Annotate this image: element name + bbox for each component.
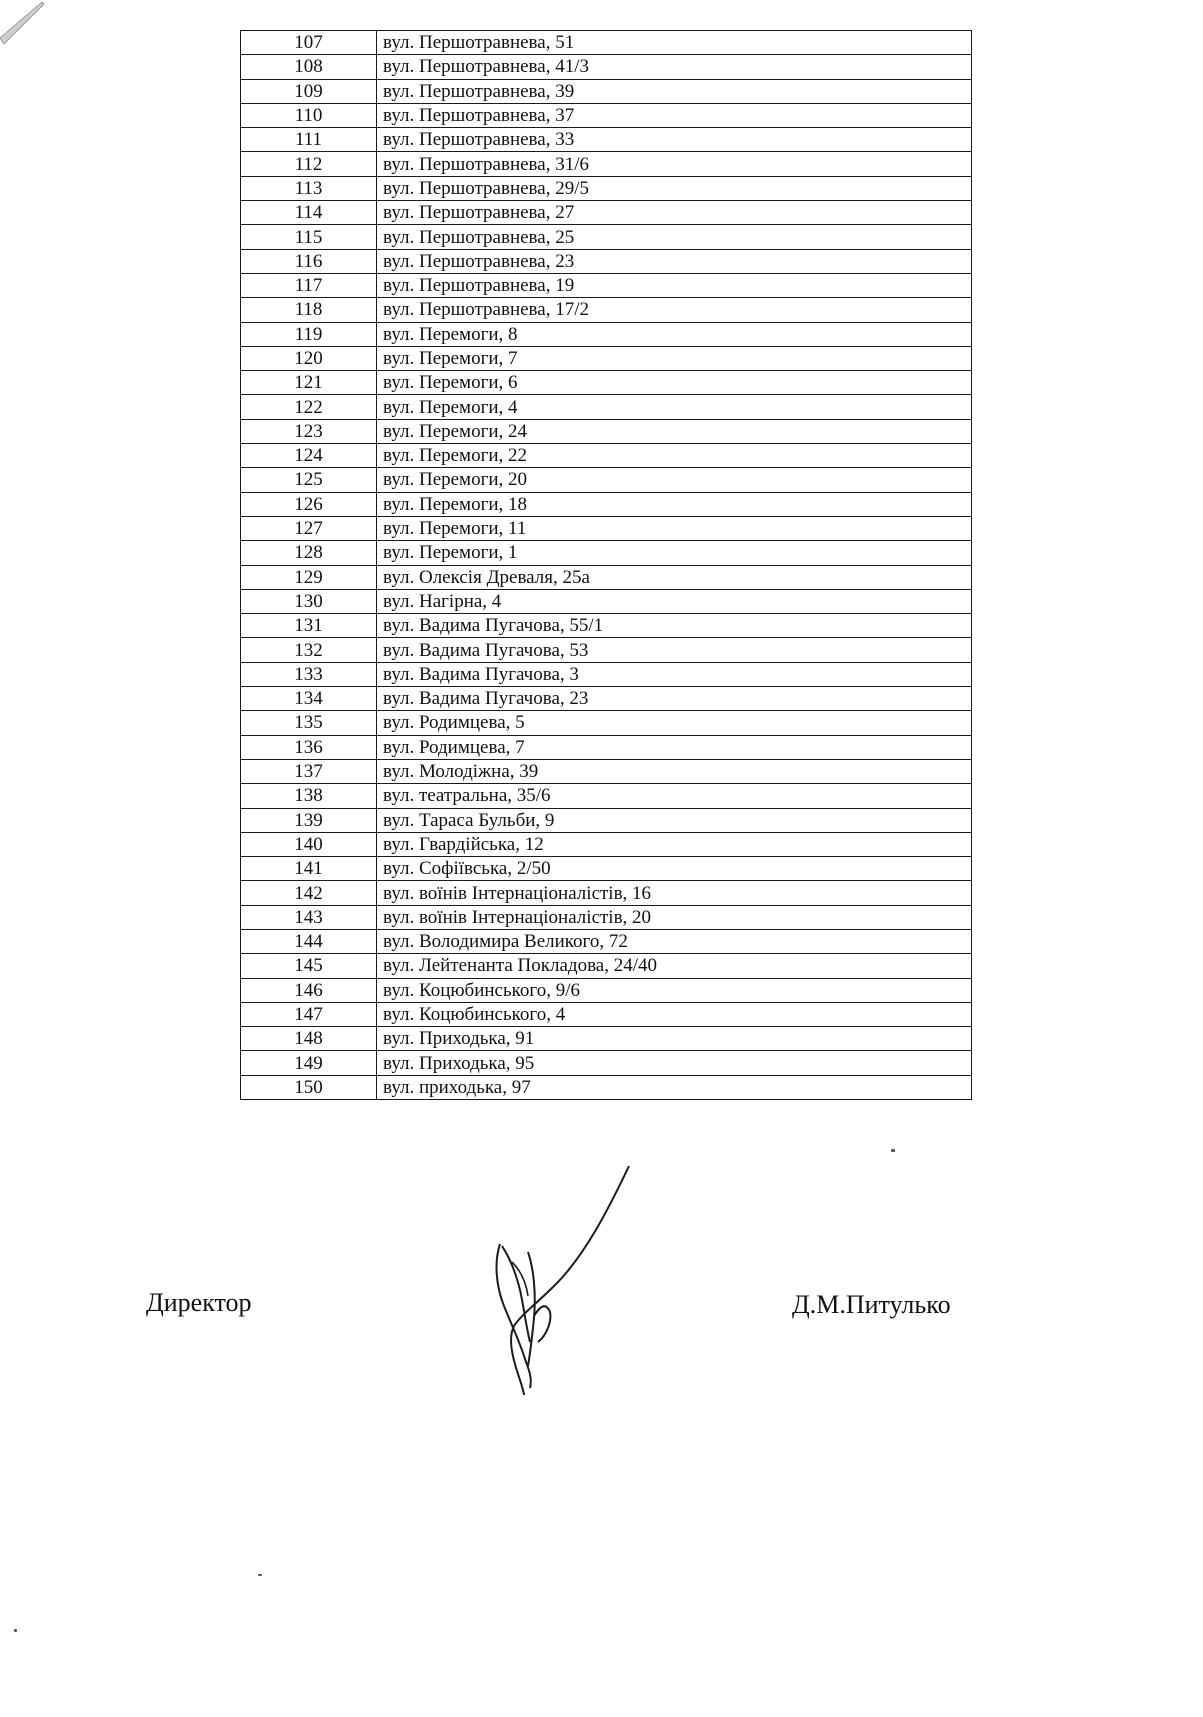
address-cell: вул. Вадима Пугачова, 23 xyxy=(377,687,972,711)
address-table xyxy=(240,30,972,1100)
table-row xyxy=(241,395,972,419)
row-number-cell: 128 xyxy=(241,541,377,565)
table-row xyxy=(241,1075,972,1099)
table-row xyxy=(241,492,972,516)
address-cell: вул. Коцюбинського, 4 xyxy=(377,1002,972,1026)
scan-speck xyxy=(891,1149,895,1152)
row-number-cell: 129 xyxy=(241,565,377,589)
table-row xyxy=(241,589,972,613)
handwritten-signature-icon xyxy=(490,1166,640,1396)
row-number-cell: 130 xyxy=(241,589,377,613)
table-row xyxy=(241,176,972,200)
address-cell: вул. Вадима Пугачова, 3 xyxy=(377,662,972,686)
table-row xyxy=(241,322,972,346)
row-number-cell: 126 xyxy=(241,492,377,516)
address-cell: вул. Володимира Великого, 72 xyxy=(377,929,972,953)
table-row xyxy=(241,954,972,978)
address-cell: вул. Приходька, 91 xyxy=(377,1027,972,1051)
table-row xyxy=(241,687,972,711)
address-cell: вул. Першотравнева, 39 xyxy=(377,79,972,103)
table-row xyxy=(241,541,972,565)
address-cell: вул. театральна, 35/6 xyxy=(377,784,972,808)
row-number-cell: 141 xyxy=(241,857,377,881)
address-cell: вул. Тараса Бульби, 9 xyxy=(377,808,972,832)
address-cell: вул. Вадима Пугачова, 55/1 xyxy=(377,614,972,638)
row-number-cell: 120 xyxy=(241,346,377,370)
address-cell: вул. Першотравнева, 25 xyxy=(377,225,972,249)
row-number-cell: 131 xyxy=(241,614,377,638)
address-cell: вул. Першотравнева, 27 xyxy=(377,201,972,225)
row-number-cell: 107 xyxy=(241,31,377,55)
address-cell: вул. Першотравнева, 23 xyxy=(377,249,972,273)
director-name: Д.М.Питулько xyxy=(792,1290,951,1319)
row-number-cell: 147 xyxy=(241,1002,377,1026)
row-number-cell: 113 xyxy=(241,176,377,200)
table-row xyxy=(241,249,972,273)
scan-speck xyxy=(14,1629,17,1632)
row-number-cell: 112 xyxy=(241,152,377,176)
address-cell: вул. Першотравнева, 31/6 xyxy=(377,152,972,176)
table-row xyxy=(241,31,972,55)
address-table-body xyxy=(241,31,972,1100)
signature-block xyxy=(0,1150,1203,1390)
row-number-cell: 144 xyxy=(241,929,377,953)
table-row xyxy=(241,711,972,735)
table-row xyxy=(241,55,972,79)
table-row xyxy=(241,929,972,953)
table-row xyxy=(241,808,972,832)
row-number-cell: 142 xyxy=(241,881,377,905)
address-cell: вул. Коцюбинського, 9/6 xyxy=(377,978,972,1002)
table-row xyxy=(241,784,972,808)
row-number-cell: 110 xyxy=(241,103,377,127)
table-row xyxy=(241,152,972,176)
address-cell: вул. Перемоги, 6 xyxy=(377,371,972,395)
row-number-cell: 140 xyxy=(241,832,377,856)
row-number-cell: 127 xyxy=(241,516,377,540)
row-number-cell: 139 xyxy=(241,808,377,832)
address-cell: вул. Олексія Древаля, 25а xyxy=(377,565,972,589)
address-cell: вул. Першотравнева, 37 xyxy=(377,103,972,127)
row-number-cell: 111 xyxy=(241,128,377,152)
scan-speck xyxy=(258,1574,262,1576)
table-row xyxy=(241,565,972,589)
row-number-cell: 132 xyxy=(241,638,377,662)
row-number-cell: 146 xyxy=(241,978,377,1002)
table-row xyxy=(241,1051,972,1075)
table-row xyxy=(241,201,972,225)
row-number-cell: 115 xyxy=(241,225,377,249)
address-cell: вул. Родимцева, 7 xyxy=(377,735,972,759)
table-row xyxy=(241,128,972,152)
row-number-cell: 135 xyxy=(241,711,377,735)
table-row xyxy=(241,468,972,492)
address-cell: вул. Першотравнева, 33 xyxy=(377,128,972,152)
row-number-cell: 134 xyxy=(241,687,377,711)
table-row xyxy=(241,103,972,127)
address-table-container xyxy=(240,30,972,1100)
table-row xyxy=(241,1027,972,1051)
row-number-cell: 143 xyxy=(241,905,377,929)
row-number-cell: 109 xyxy=(241,79,377,103)
table-row xyxy=(241,905,972,929)
row-number-cell: 122 xyxy=(241,395,377,419)
table-row xyxy=(241,881,972,905)
table-row xyxy=(241,273,972,297)
table-row xyxy=(241,79,972,103)
row-number-cell: 114 xyxy=(241,201,377,225)
table-row xyxy=(241,419,972,443)
address-cell: вул. Вадима Пугачова, 53 xyxy=(377,638,972,662)
address-cell: вул. Першотравнева, 51 xyxy=(377,31,972,55)
address-cell: вул. Нагірна, 4 xyxy=(377,589,972,613)
table-row xyxy=(241,298,972,322)
address-cell: вул. Перемоги, 8 xyxy=(377,322,972,346)
table-row xyxy=(241,662,972,686)
row-number-cell: 116 xyxy=(241,249,377,273)
table-row xyxy=(241,638,972,662)
table-row xyxy=(241,832,972,856)
table-row xyxy=(241,614,972,638)
address-cell: вул. Родимцева, 5 xyxy=(377,711,972,735)
table-row xyxy=(241,1002,972,1026)
table-row xyxy=(241,225,972,249)
address-cell: вул. Перемоги, 1 xyxy=(377,541,972,565)
table-row xyxy=(241,516,972,540)
row-number-cell: 149 xyxy=(241,1051,377,1075)
row-number-cell: 137 xyxy=(241,759,377,783)
address-cell: вул. Першотравнева, 29/5 xyxy=(377,176,972,200)
address-cell: вул. Першотравнева, 19 xyxy=(377,273,972,297)
table-row xyxy=(241,735,972,759)
address-cell: вул. Перемоги, 18 xyxy=(377,492,972,516)
address-cell: вул. Першотравнева, 17/2 xyxy=(377,298,972,322)
address-cell: вул. Перемоги, 20 xyxy=(377,468,972,492)
address-cell: вул. Перемоги, 22 xyxy=(377,444,972,468)
address-cell: вул. Перемоги, 24 xyxy=(377,419,972,443)
row-number-cell: 124 xyxy=(241,444,377,468)
table-row xyxy=(241,371,972,395)
address-cell: вул. Гвардійська, 12 xyxy=(377,832,972,856)
scan-corner-fold xyxy=(0,0,60,50)
row-number-cell: 138 xyxy=(241,784,377,808)
address-cell: вул. Приходька, 95 xyxy=(377,1051,972,1075)
address-cell: вул. Першотравнева, 41/3 xyxy=(377,55,972,79)
address-cell: вул. Перемоги, 7 xyxy=(377,346,972,370)
table-row xyxy=(241,978,972,1002)
address-cell: вул. воїнів Інтернаціоналістів, 20 xyxy=(377,905,972,929)
address-cell: вул. Перемоги, 11 xyxy=(377,516,972,540)
row-number-cell: 133 xyxy=(241,662,377,686)
row-number-cell: 123 xyxy=(241,419,377,443)
table-row xyxy=(241,444,972,468)
row-number-cell: 125 xyxy=(241,468,377,492)
table-row xyxy=(241,759,972,783)
address-cell: вул. Лейтенанта Покладова, 24/40 xyxy=(377,954,972,978)
row-number-cell: 108 xyxy=(241,55,377,79)
address-cell: вул. воїнів Інтернаціоналістів, 16 xyxy=(377,881,972,905)
table-row xyxy=(241,857,972,881)
row-number-cell: 136 xyxy=(241,735,377,759)
row-number-cell: 145 xyxy=(241,954,377,978)
row-number-cell: 121 xyxy=(241,371,377,395)
row-number-cell: 117 xyxy=(241,273,377,297)
director-title: Директор xyxy=(146,1288,252,1317)
address-cell: вул. Перемоги, 4 xyxy=(377,395,972,419)
address-cell: вул. Молодіжна, 39 xyxy=(377,759,972,783)
row-number-cell: 150 xyxy=(241,1075,377,1099)
table-row xyxy=(241,346,972,370)
address-cell: вул. Софіївська, 2/50 xyxy=(377,857,972,881)
address-cell: вул. приходька, 97 xyxy=(377,1075,972,1099)
row-number-cell: 148 xyxy=(241,1027,377,1051)
row-number-cell: 119 xyxy=(241,322,377,346)
row-number-cell: 118 xyxy=(241,298,377,322)
